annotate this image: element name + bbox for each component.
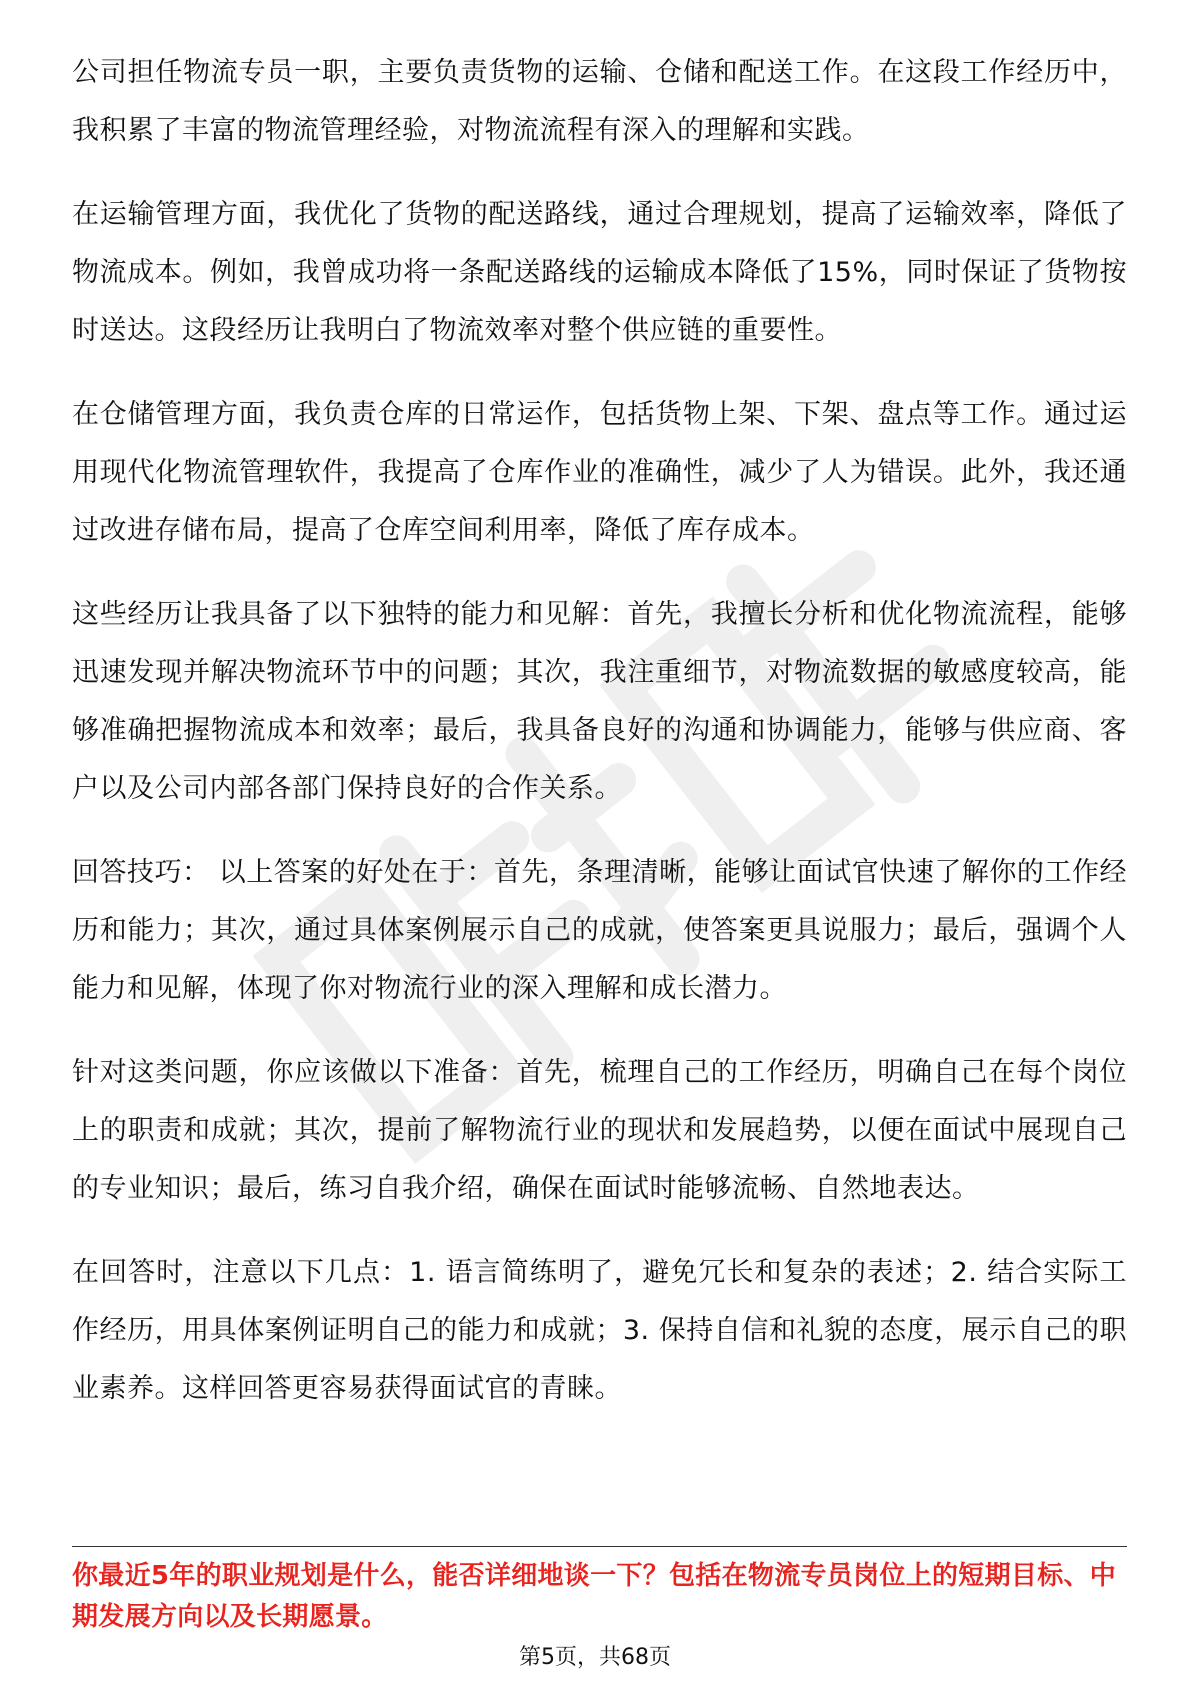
paragraph-transport-management: 在运输管理方面，我优化了货物的配送路线，通过合理规划，提高了运输效率，降低了物流成本。例如，我曾成功将一条配送路线的运输成本降低了15%，同时保证了货物按时送达。这段经历让我明白了物流效率对整个供应链的重要性。 bbox=[72, 199, 1127, 346]
paragraph-work-summary: 公司担任物流专员一职，主要负责货物的运输、仓储和配送工作。在这段工作经历中，我积累了丰富的物流管理经验，对物流流程有深入的理解和实践。 bbox=[72, 57, 1127, 146]
section-divider bbox=[72, 1546, 1127, 1547]
paragraph-abilities: 这些经历让我具备了以下独特的能力和见解：首先，我擅长分析和优化物流流程，能够迅速发现并解决物流环节中的问题；其次，我注重细节，对物流数据的敏感度较高，能够准确把握物流成本和效率；最后，我具备良好的沟通和协调能力，能够与供应商、客户以及公司内部各部门保持良好的合作关系。 bbox=[72, 599, 1127, 804]
paragraph-answer-tips: 回答技巧： 以上答案的好处在于：首先，条理清晰，能够让面试官快速了解你的工作经历和能力；其次，通过具体案例展示自己的成就，使答案更具说服力；最后，强调个人能力和见解，体现了你对物流行业的深入理解和成长潜力。 bbox=[72, 857, 1127, 1004]
page-number-footer: 第5页，共68页 bbox=[519, 1645, 671, 1670]
next-question-heading: 你最近5年的职业规划是什么，能否详细地谈一下？包括在物流专员岗位上的短期目标、中期发展方向以及长期愿景。 bbox=[72, 1561, 1117, 1632]
paragraph-answer-notes: 在回答时，注意以下几点：1. 语言简练明了，避免冗长和复杂的表述；2. 结合实际工作经历，用具体案例证明自己的能力和成就；3. 保持自信和礼貌的态度，展示自己的职业素养。这样回答更容易获得面试官的青睐。 bbox=[72, 1257, 1127, 1404]
paragraph-warehouse-management: 在仓储管理方面，我负责仓库的日常运作，包括货物上架、下架、盘点等工作。通过运用现代化物流管理软件，我提高了仓库作业的准确性，减少了人为错误。此外，我还通过改进存储布局，提高了仓库空间利用率，降低了库存成本。 bbox=[72, 399, 1127, 546]
body-content bbox=[72, 44, 1127, 1444]
paragraph-preparation: 针对这类问题，你应该做以下准备：首先，梳理自己的工作经历，明确自己在每个岗位上的职责和成就；其次，提前了解物流行业的现状和发展趋势，以便在面试中展现自己的专业知识；最后，练习自我介绍，确保在面试时能够流畅、自然地表达。 bbox=[72, 1057, 1127, 1204]
